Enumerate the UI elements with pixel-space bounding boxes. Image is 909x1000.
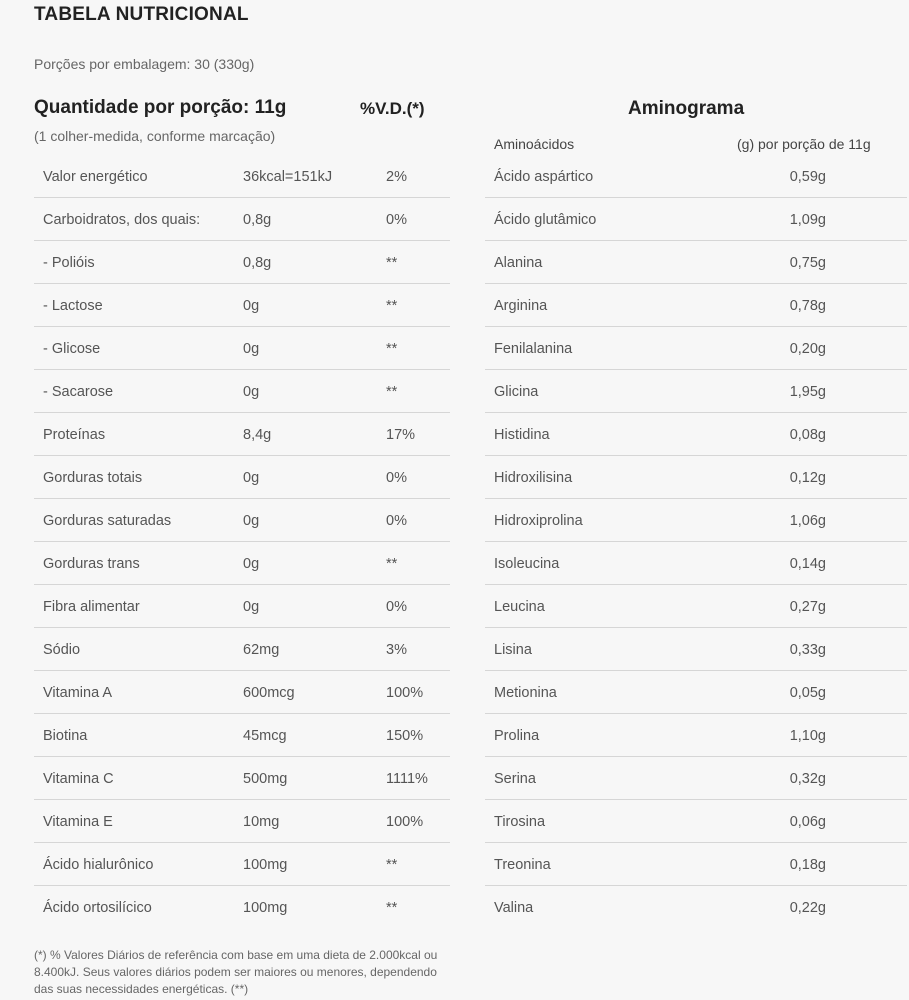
nutrient-amount: 100mg [243, 857, 288, 873]
nutrient-name: Ácido ortosilícico [43, 900, 152, 916]
amino-acid-value: 0,33g [789, 642, 826, 658]
nutrition-row [34, 843, 450, 886]
aminogram-row [485, 499, 907, 542]
nutrient-name: Carboidratos, dos quais: [43, 212, 201, 228]
nutrition-row [34, 800, 450, 843]
amino-acid-value: 0,59g [789, 169, 826, 185]
nutrient-name: Fibra alimentar [43, 599, 140, 615]
nutrient-amount: 0g [243, 341, 260, 357]
amino-acid-value: 0,14g [789, 556, 826, 572]
nutrient-name: Vitamina A [43, 685, 113, 701]
amino-acid-value: 0,08g [789, 427, 826, 443]
aminogram-column-name: Aminoácidos [494, 136, 575, 152]
amino-acid-name: Ácido glutâmico [494, 212, 597, 228]
nutrition-row [34, 757, 450, 800]
amino-acid-name: Metionina [494, 685, 557, 701]
amino-acid-name: Valina [494, 900, 534, 916]
amino-acid-value: 0,18g [789, 857, 826, 873]
serving-measure-note: (1 colher-medida, conforme marcação) [34, 128, 276, 144]
nutrient-daily-value: 17% [386, 427, 416, 443]
aminogram-row [485, 241, 907, 284]
nutrient-name: - Lactose [43, 298, 103, 314]
nutrient-amount: 600mcg [243, 685, 295, 701]
nutrition-row [34, 886, 450, 928]
aminogram-row [485, 585, 907, 628]
aminogram-row [485, 542, 907, 585]
nutrient-amount: 36kcal=151kJ [243, 169, 333, 185]
nutrient-daily-value: ** [386, 384, 398, 400]
amino-acid-value: 0,78g [789, 298, 826, 314]
amino-acid-value: 0,27g [789, 599, 826, 615]
nutrient-daily-value: 100% [386, 685, 424, 701]
nutrient-daily-value: 2% [386, 169, 407, 185]
nutrient-amount: 0g [243, 298, 260, 314]
nutrient-name: - Polióis [43, 255, 95, 271]
nutrition-row [34, 628, 450, 671]
aminogram-table [485, 155, 907, 928]
nutrient-daily-value: 0% [386, 470, 407, 486]
nutrient-name: Valor energético [43, 169, 148, 185]
aminogram-row [485, 413, 907, 456]
nutrient-daily-value: ** [386, 298, 398, 314]
nutrition-row [34, 413, 450, 456]
nutrient-name: Vitamina C [43, 771, 114, 787]
amino-acid-value: 0,12g [789, 470, 826, 486]
daily-value-heading: %V.D.(*) [360, 99, 425, 118]
nutrient-daily-value: 3% [386, 642, 407, 658]
aminogram-row [485, 757, 907, 800]
aminogram-row [485, 800, 907, 843]
amino-acid-value: 0,75g [789, 255, 826, 271]
nutrient-amount: 100mg [243, 900, 288, 916]
nutrition-row [34, 284, 450, 327]
nutrition-row [34, 714, 450, 757]
nutrient-name: Proteínas [43, 427, 106, 443]
nutrition-row [34, 585, 450, 628]
amino-acid-value: 0,20g [789, 341, 826, 357]
amino-acid-value: 0,22g [789, 900, 826, 916]
amino-acid-name: Serina [494, 771, 536, 787]
page-title: TABELA NUTRICIONAL [34, 4, 249, 25]
nutrient-daily-value: ** [386, 255, 398, 271]
aminogram-row [485, 456, 907, 499]
nutrient-daily-value: ** [386, 900, 398, 916]
amino-acid-name: Fenilalanina [494, 341, 573, 357]
aminogram-row [485, 370, 907, 413]
nutrition-table [34, 155, 450, 928]
nutrient-daily-value: ** [386, 857, 398, 873]
nutrient-daily-value: 0% [386, 212, 407, 228]
nutrition-row [34, 155, 450, 198]
aminogram-row [485, 284, 907, 327]
nutrient-amount: 0g [243, 384, 260, 400]
aminogram-row [485, 714, 907, 757]
amino-acid-name: Glicina [494, 384, 539, 400]
nutrient-amount: 0g [243, 599, 260, 615]
nutrient-name: Gorduras totais [43, 470, 143, 486]
amino-acid-name: Hidroxilisina [494, 470, 573, 486]
aminogram-heading: Aminograma [628, 98, 745, 119]
nutrient-amount: 0g [243, 513, 260, 529]
aminogram-row [485, 843, 907, 886]
serving-quantity-heading: Quantidade por porção: 11g [34, 97, 287, 118]
amino-acid-name: Ácido aspártico [494, 169, 594, 185]
nutrient-daily-value: ** [386, 556, 398, 572]
nutrient-daily-value: 0% [386, 599, 407, 615]
amino-acid-name: Treonina [494, 857, 551, 873]
aminogram-row [485, 155, 907, 198]
nutrient-name: Gorduras saturadas [43, 513, 172, 529]
nutrient-daily-value: 0% [386, 513, 407, 529]
nutrient-amount: 0,8g [243, 212, 272, 228]
nutrient-amount: 45mcg [243, 728, 287, 744]
nutrient-amount: 0g [243, 470, 260, 486]
nutrient-name: - Glicose [43, 341, 101, 357]
nutrition-row [34, 499, 450, 542]
nutrient-daily-value: ** [386, 341, 398, 357]
nutrient-amount: 500mg [243, 771, 288, 787]
amino-acid-value: 0,06g [789, 814, 826, 830]
amino-acid-name: Histidina [494, 427, 550, 443]
nutrient-amount: 0,8g [243, 255, 272, 271]
nutrition-row [34, 198, 450, 241]
nutrient-amount: 8,4g [243, 427, 272, 443]
nutrient-name: - Sacarose [43, 384, 114, 400]
aminogram-row [485, 198, 907, 241]
amino-acid-value: 1,95g [789, 384, 826, 400]
nutrient-daily-value: 150% [386, 728, 424, 744]
nutrient-name: Sódio [43, 642, 81, 658]
servings-per-package: Porções por embalagem: 30 (330g) [34, 56, 255, 72]
amino-acid-name: Isoleucina [494, 556, 560, 572]
amino-acid-value: 0,05g [789, 685, 826, 701]
amino-acid-value: 0,32g [789, 771, 826, 787]
nutrient-name: Ácido hialurônico [43, 857, 154, 873]
amino-acid-name: Hidroxiprolina [494, 513, 583, 529]
aminogram-row [485, 886, 907, 928]
daily-value-footnote: (*) % Valores Diários de referência com base em uma dieta de 2.000kcal ou 8.400kJ. Seus valores diários podem ser maiores ou menores, dependendo das suas necessidades energéticas. (**) [34, 948, 438, 996]
amino-acid-value: 1,06g [789, 513, 826, 529]
nutrient-amount: 62mg [243, 642, 280, 658]
aminogram-column-value: (g) por porção de 11g [737, 136, 871, 152]
nutrition-row [34, 327, 450, 370]
amino-acid-name: Lisina [494, 642, 532, 658]
amino-acid-name: Alanina [494, 255, 543, 271]
nutrition-row [34, 456, 450, 499]
amino-acid-name: Leucina [494, 599, 545, 615]
nutrient-name: Biotina [43, 728, 88, 744]
nutrient-name: Gorduras trans [43, 556, 140, 572]
amino-acid-name: Tirosina [494, 814, 546, 830]
aminogram-row [485, 671, 907, 714]
nutrient-amount: 10mg [243, 814, 280, 830]
nutrition-row [34, 542, 450, 585]
nutrient-daily-value: 1111% [386, 771, 428, 787]
nutrient-amount: 0g [243, 556, 260, 572]
nutrition-row [34, 370, 450, 413]
amino-acid-value: 1,09g [789, 212, 826, 228]
aminogram-row [485, 628, 907, 671]
nutrition-row [34, 671, 450, 714]
amino-acid-name: Arginina [494, 298, 548, 314]
amino-acid-value: 1,10g [789, 728, 826, 744]
aminogram-row [485, 327, 907, 370]
nutrition-row [34, 241, 450, 284]
nutrient-name: Vitamina E [43, 814, 113, 830]
nutrient-daily-value: 100% [386, 814, 424, 830]
amino-acid-name: Prolina [494, 728, 540, 744]
